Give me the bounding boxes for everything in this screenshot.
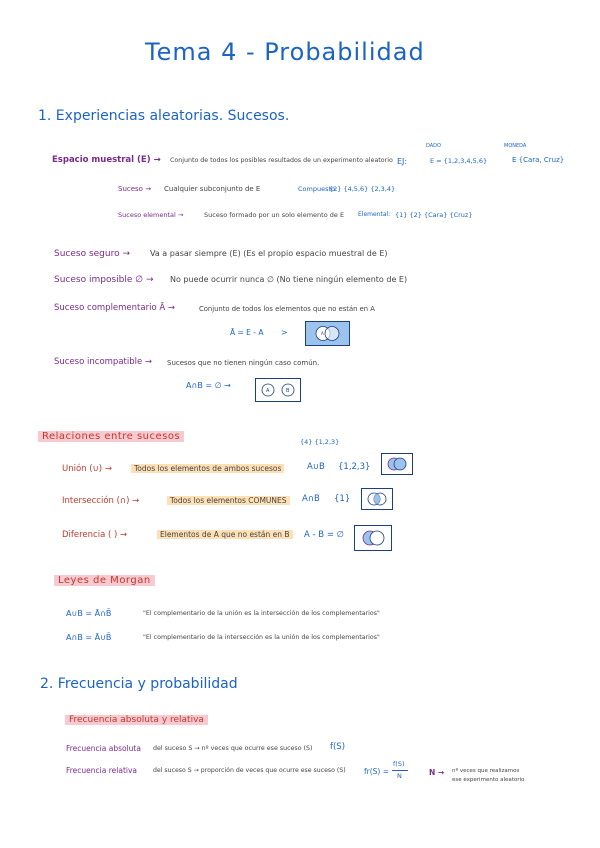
diferencia-desc: Elementos de A que no están en B xyxy=(157,530,293,539)
suceso-seguro-label: Suceso seguro → xyxy=(54,249,131,259)
morgan-law-2-desc: "El complementario de la intersección es la unión de los complementarios" xyxy=(143,634,380,641)
interseccion-formula: A∩B xyxy=(302,494,320,504)
svg-text:A: A xyxy=(321,331,324,336)
suceso-elemental-label: Suceso elemental → xyxy=(118,211,184,219)
interseccion-result: {1} xyxy=(334,494,351,504)
union-formula: A∪B xyxy=(307,462,325,472)
fraction-denominator: N xyxy=(397,772,402,780)
moneda-set: E {Cara, Cruz} xyxy=(512,156,565,164)
n-label: N → xyxy=(429,768,445,777)
morgan-law-1-desc: "El complementario de la unión es la intersección de los complementarios" xyxy=(143,610,380,617)
suceso-imposible-desc: No puede ocurrir nunca ∅ (No tiene ningún elemento de E) xyxy=(170,275,408,284)
n-desc-line-1: nº veces que realizamos xyxy=(452,768,520,774)
frecuencia-relativa-desc: del suceso S → proporción de veces que ocurre ese suceso (S) xyxy=(153,767,346,774)
relaciones-heading: Relaciones entre sucesos xyxy=(38,431,184,442)
suceso-complementario-desc: Conjunto de todos los elementos que no están en A xyxy=(199,305,375,313)
suceso-imposible-label: Suceso imposible ∅ → xyxy=(54,275,154,285)
union-desc: Todos los elementos de ambos sucesos xyxy=(131,464,284,473)
diferencia-formula: A - B = ∅ xyxy=(304,530,345,540)
frecuencia-relativa-symbol: fr(S) = xyxy=(364,767,390,776)
morgan-heading: Leyes de Morgan xyxy=(54,575,155,586)
moneda-label: MONEDA xyxy=(504,143,527,149)
complementario-venn-diagram xyxy=(305,321,350,346)
complementario-arrow: > xyxy=(281,328,288,337)
dado-label: DADO xyxy=(426,143,441,149)
suceso-example: {2} {4,5,6} {2,3,4} xyxy=(329,185,396,193)
relaciones-example-sets: {4} {1,2,3} xyxy=(300,438,340,446)
suceso-label: Suceso → xyxy=(118,185,152,193)
union-venn-diagram xyxy=(381,453,413,475)
suceso-example-label: Compuesto: xyxy=(298,185,338,193)
frecuencia-absoluta-label: Frecuencia absoluta xyxy=(66,744,141,753)
svg-text:A: A xyxy=(266,388,270,394)
morgan-law-2-formula: A∩B = Ā∪B̄ xyxy=(66,633,112,642)
interseccion-label: Intersección (∩) → xyxy=(62,496,140,506)
frecuencia-absoluta-desc: del suceso S → nº veces que ocurre ese suceso (S) xyxy=(153,745,313,752)
union-result: {1,2,3} xyxy=(338,462,371,472)
frecuencia-absoluta-symbol: f(S) xyxy=(330,742,346,752)
section-1-heading: 1. Experiencias aleatorias. Sucesos. xyxy=(38,108,290,124)
suceso-seguro-desc: Va a pasar siempre (E) (Es el propio espacio muestral de E) xyxy=(150,249,388,258)
suceso-complementario-label: Suceso complementario Ā → xyxy=(54,303,175,313)
suceso-incompatible-label: Suceso incompatible → xyxy=(54,357,153,367)
ej-label: EJ: xyxy=(397,157,408,166)
elemental-example-label: Elemental: xyxy=(358,211,391,218)
n-desc-line-2: ese experimento aleatorio xyxy=(452,777,525,783)
frecuencia-relativa-label: Frecuencia relativa xyxy=(66,766,138,775)
section-2-heading: 2. Frecuencia y probabilidad xyxy=(40,676,238,692)
incompatible-venn-diagram xyxy=(255,378,301,402)
interseccion-desc: Todos los elementos COMUNES xyxy=(167,496,290,505)
suceso-elemental-desc: Suceso formado por un solo elemento de E xyxy=(204,211,345,219)
incompatible-formula: A∩B = ∅ → xyxy=(186,381,231,390)
union-label: Unión (∪) → xyxy=(62,464,112,474)
dado-set: E = {1,2,3,4,5,6} xyxy=(430,157,488,165)
svg-text:B: B xyxy=(286,388,290,394)
diferencia-venn-diagram xyxy=(354,525,392,551)
page-title: Tema 4 - Probabilidad xyxy=(145,38,425,66)
frecuencia-sub-heading: Frecuencia absoluta y relativa xyxy=(65,715,208,725)
espacio-muestral-desc: Conjunto de todos los posibles resultados de un experimento aleatorio xyxy=(170,157,393,164)
diferencia-label: Diferencia ( ) → xyxy=(62,530,128,540)
suceso-incompatible-desc: Sucesos que no tienen ningún caso común. xyxy=(167,359,320,367)
interseccion-venn-diagram xyxy=(361,488,393,510)
elemental-example: {1} {2} {Cara} {Cruz} xyxy=(395,211,473,219)
suceso-desc: Cualquier subconjunto de E xyxy=(164,185,261,193)
morgan-law-1-formula: A∪B = Ā∩B̄ xyxy=(66,609,112,618)
fraction-line xyxy=(392,770,408,771)
fraction-numerator: f(S) xyxy=(393,760,405,768)
complementario-formula: Ā = E - A xyxy=(230,328,264,337)
espacio-muestral-label: Espacio muestral (E) → xyxy=(52,155,161,165)
